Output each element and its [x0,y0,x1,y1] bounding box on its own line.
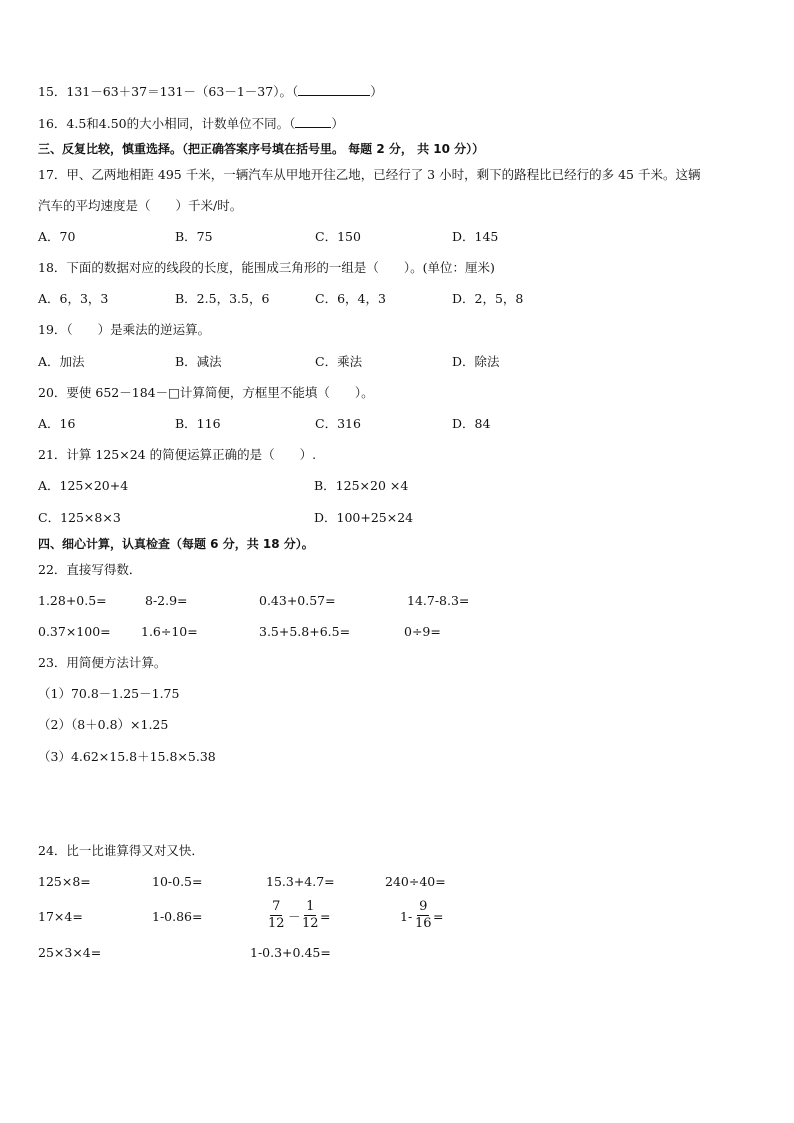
q19-option-b[interactable]: B．减法 [175,354,222,369]
q21-option-b[interactable]: B．125×20 ×4 [314,478,409,493]
question-16: 16．4.5和4.50的大小相同，计数单位不同。（ ） [38,116,344,131]
question-16-text: 16．4.5和4.50的大小相同，计数单位不同。（ [38,116,296,131]
q24-item: 125×8= [38,874,91,889]
q17-option-b[interactable]: B．75 [175,229,213,244]
q17-option-c[interactable]: C．150 [315,229,361,244]
q24-item: 17×4= [38,909,83,924]
q17-option-d[interactable]: D．145 [452,229,499,244]
question-17-line-2: 汽车的平均速度是（ ）千米/时。 [38,198,243,213]
equals-sign: = [320,909,331,924]
q22-item: 0.43+0.57= [259,593,336,608]
equals-sign: = [433,909,444,924]
q20-option-a[interactable]: A．16 [38,416,76,431]
question-19-stem: 19．（ ）是乘法的逆运算。 [38,322,211,337]
q22-item: 1.6÷10= [141,624,198,639]
q18-option-b[interactable]: B．2.5，3.5，6 [175,291,270,306]
fraction-7-12: $\frac{7}{12}$ [268,899,285,931]
q24-item: 10-0.5= [152,874,203,889]
q19-option-a[interactable]: A．加法 [38,354,85,369]
q23-item-1: （1）70.8－1.25－1.75 [38,686,180,701]
answer-blank-16[interactable] [295,115,331,128]
q24-item: 25×3×4= [38,945,102,960]
q22-item: 3.5+5.8+6.5= [259,624,351,639]
question-15-text: 15．131－63＋37＝131－（63－1－37）。（ [38,84,299,99]
q18-option-a[interactable]: A．6，3，3 [38,291,109,306]
answer-blank-15[interactable] [298,83,370,96]
fraction-1-12: $\frac{1}{12}$ [302,899,319,931]
q20-option-c[interactable]: C．316 [315,416,361,431]
q20-option-d[interactable]: D．84 [452,416,491,431]
q22-item: 1.28+0.5= [38,593,107,608]
question-24-stem: 24．比一比谁算得又对又快． [38,843,204,858]
q24-item: 240÷40= [385,874,446,889]
q22-item: 14.7-8.3= [407,593,470,608]
question-17-line-1: 17．甲、乙两地相距 495 千米，一辆汽车从甲地开往乙地，已经行了 3 小时，剩下的路程比已经行的多 45 千米。这辆 [38,167,701,182]
q22-item: 0÷9= [404,624,441,639]
section-3-heading: 三、反复比较，慎重选择。（把正确答案序号填在括号里。 每题 2 分， 共 10 分）） [38,142,485,156]
q22-item: 0.37×100= [38,624,111,639]
q21-option-d[interactable]: D．100+25×24 [314,510,414,525]
q24-item: 1-0.3+0.45= [250,945,331,960]
q18-option-d[interactable]: D．2，5，8 [452,291,524,306]
q21-option-a[interactable]: A．125×20+4 [38,478,129,493]
question-18-stem: 18．下面的数据对应的线段的长度，能围成三角形的一组是（ ）。(单位：厘米) [38,260,495,275]
question-22-stem: 22．直接写得数． [38,562,142,577]
section-4-heading: 四、细心计算，认真检查（每题 6 分，共 18 分）。 [38,537,314,551]
question-21-stem: 21．计算 125×24 的简便运算正确的是（ ）. [38,447,317,462]
q23-item-3: （3）4.62×15.8＋15.8×5.38 [38,749,216,764]
q17-option-a[interactable]: A．70 [38,229,76,244]
q18-option-c[interactable]: C．6，4，3 [315,291,386,306]
q23-item-2: （2）（8＋0.8）×1.25 [38,717,169,732]
q24-item: 15.3+4.7= [266,874,335,889]
q22-item: 8-2.9= [145,593,188,608]
question-15: 15．131－63＋37＝131－（63－1－37）。（ ） [38,84,383,99]
q24-item: 1-0.86= [152,909,203,924]
q19-option-c[interactable]: C．乘法 [315,354,363,369]
q20-option-b[interactable]: B．116 [175,416,221,431]
q21-option-c[interactable]: C．125×8×3 [38,510,121,525]
fraction-9-16: $\frac{9}{16}$ [415,899,432,931]
q19-option-d[interactable]: D．除法 [452,354,500,369]
minus-sign: － [288,909,301,924]
question-23-stem: 23．用简便方法计算。 [38,655,167,670]
one-minus-prefix: 1- [400,909,413,924]
question-20-stem: 20．要使 652－184－□计算简便，方框里不能填（ ）。 [38,385,374,400]
